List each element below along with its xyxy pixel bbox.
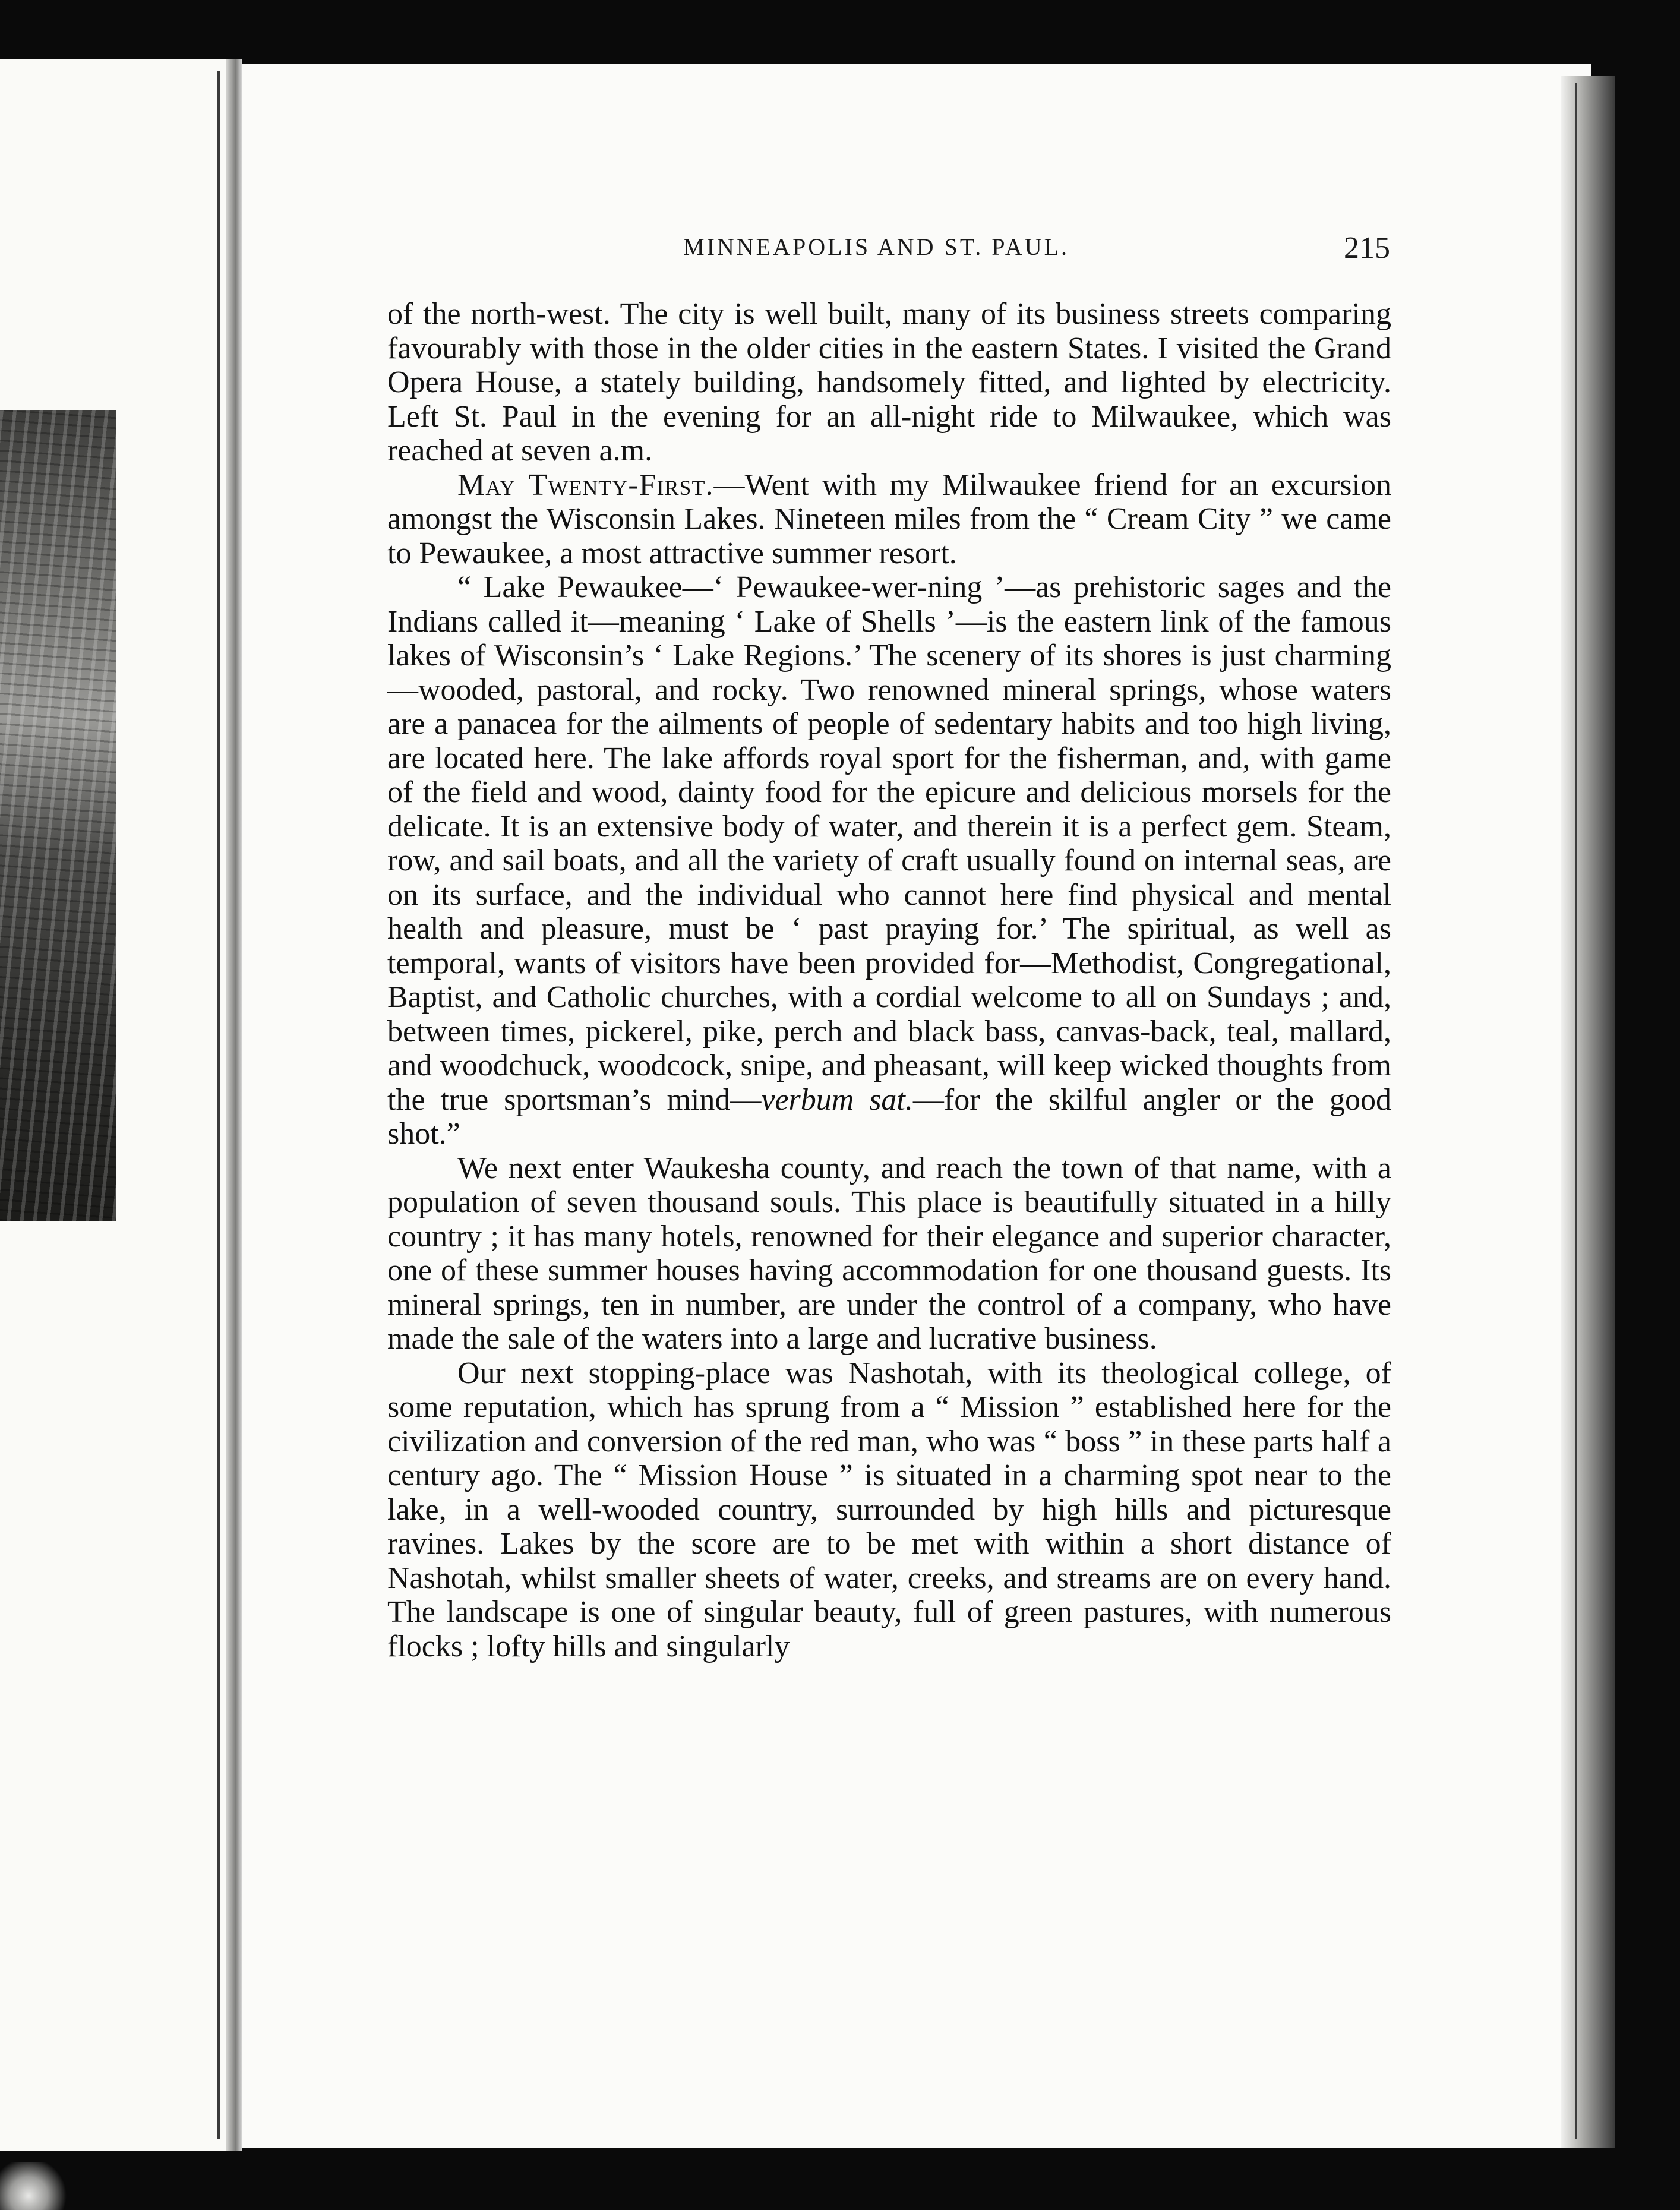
scan-corner-artifact [0, 2162, 71, 2210]
paragraph: Our next stopping-place was Nashotah, with its theological college, of some reputation, which has sprung from a “ Mission ” established here for the civilization and conversion of the red man, who was “ boss ” in these parts half a century ago. The “ Mission House ” is situated in a charming spot near to the lake, in a well-wooded country, surrounded by high hills and picturesque ravines. Lakes by the score are to be met with within a short distance of Nashotah, whilst smaller sheets of water, creeks, and streams are on every hand. The landscape is one of singular beauty, full of green pastures, with numerous flocks ; lofty hills and singularly [387, 1356, 1391, 1663]
paragraph-text: —Went with my Milwaukee friend for an excursion amongst the Wisconsin Lakes. Nineteen miles from the “ Cream City ” we came to Pewaukee, a most attractive summer resort. [387, 468, 1391, 570]
date-heading: May Twenty-First. [457, 468, 714, 502]
paragraph-text: —for the skilful angler or the good shot.” [387, 1082, 1391, 1151]
book-gutter [226, 59, 242, 2151]
page-edges [1561, 76, 1615, 2148]
page-number: 215 [1344, 231, 1390, 265]
paragraph: of the north-west. The city is well built, many of its business streets comparing favourably with those in the older cities in the eastern States. I visited the Grand Opera House, a stately building, handsomely fitted, and lighted by electricity. Left St. Paul in the evening for an all-night ride to Milwaukee, which was reached at seven a.m. [387, 297, 1391, 468]
page-edge-line [1575, 83, 1577, 2139]
running-head: MINNEAPOLIS AND ST. PAUL. [683, 233, 1070, 260]
left-page-illustration [0, 410, 116, 1221]
paragraph [387, 468, 1391, 571]
gutter-edge-line [217, 71, 220, 2139]
paragraph: We next enter Waukesha county, and reach the town of that name, with a population of seven thousand souls. This place is beautifully situated in a hilly country ; it has many hotels, renowned for their elegance and superior character, one of these summer houses having accommodation for one thousand guests. Its mineral springs, ten in number, are under the control of a company, who have made the sale of the waters into a large and lucrative business. [387, 1151, 1391, 1356]
paragraph-quotation [387, 570, 1391, 1151]
paragraph-text: “ Lake Pewaukee—‘ Pewaukee-wer-ning ’—as prehistoric sages and the Indians called it—meaning ‘ Lake of Shells ’—is the eastern link of the famous lakes of Wisconsin’s ‘ Lake Regions.’ The scenery of its shores is just charming—wooded, pastoral, and rocky. Two renowned mineral springs, whose waters are a panacea for the ailments of people of sedentary habits and too high living, are located here. The lake affords royal sport for the fisherman, and, with game of the field and wood, dainty food for the epicure and delicious morsels for the delicate. It is an extensive body of water, and therein it is a perfect gem. Steam, row, and sail boats, and all the variety of craft usually found on internal seas, are on its surface, and the individual who cannot here find physical and mental health and pleasure, must be ‘ past praying for.’ The spiritual, as well as temporal, wants of visitors have been provided for—Methodist, Congregational, Baptist, and Catholic churches, with a cordial welcome to all on Sundays ; and, between times, pickerel, pike, perch and black bass, canvas-back, teal, mallard, and woodchuck, woodcock, snipe, and pheasant, will keep wicked thoughts from the true sportsman’s mind— [387, 570, 1391, 1117]
italic-phrase: verbum sat. [761, 1082, 913, 1117]
body-text [387, 297, 1391, 1663]
